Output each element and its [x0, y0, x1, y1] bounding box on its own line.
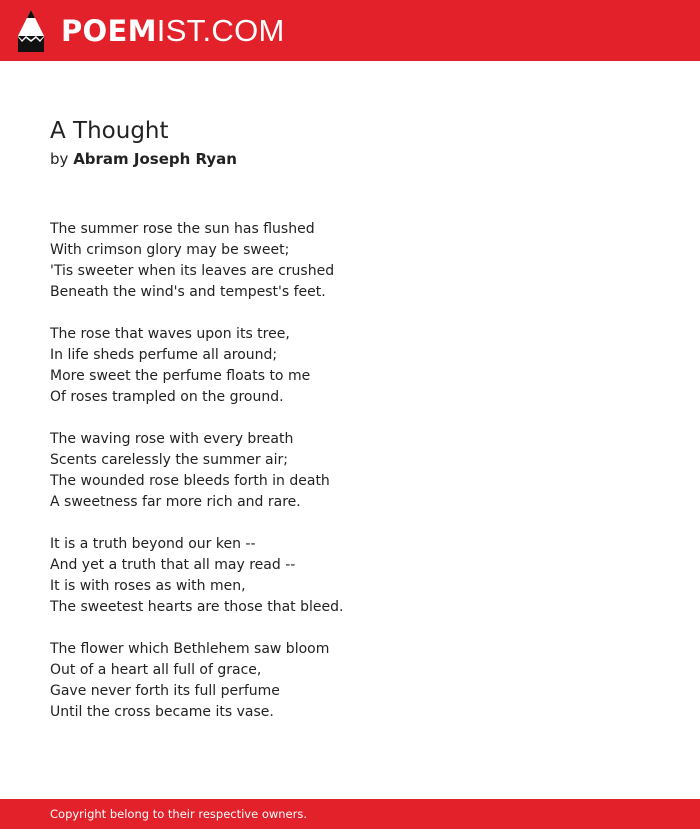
- poem-line: The rose that waves upon its tree,: [50, 326, 290, 342]
- stanza: [50, 639, 650, 723]
- site-logo[interactable]: [61, 11, 285, 51]
- poem-line: It is a truth beyond our ken --: [50, 536, 256, 552]
- poem-body: [50, 219, 650, 744]
- stanza: [50, 429, 650, 513]
- poem-line: Until the cross became its vase.: [50, 704, 274, 720]
- author-name: Abram Joseph Ryan: [73, 150, 237, 168]
- pencil-icon[interactable]: [18, 10, 44, 52]
- poem-line: It is with roses as with men,: [50, 578, 246, 594]
- stanza: [50, 534, 650, 618]
- poem-line: With crimson glory may be sweet;: [50, 242, 290, 258]
- poem-line: In life sheds perfume all around;: [50, 347, 278, 363]
- brand-light: IST.COM: [156, 13, 285, 48]
- poem-line: Out of a heart all full of grace,: [50, 662, 262, 678]
- poem-line: The sweetest hearts are those that bleed.: [50, 599, 344, 615]
- poem-line: The flower which Bethlehem saw bloom: [50, 641, 330, 657]
- byline: [50, 149, 237, 169]
- site-footer: [0, 799, 700, 829]
- brand-bold: POEM: [61, 14, 157, 48]
- poem-line: Of roses trampled on the ground.: [50, 389, 284, 405]
- stanza: [50, 324, 650, 408]
- poem-line: The wounded rose bleeds forth in death: [50, 473, 330, 489]
- stanza: [50, 219, 650, 303]
- poem-line: Gave never forth its full perfume: [50, 683, 280, 699]
- poem-line: And yet a truth that all may read --: [50, 557, 296, 573]
- poem-line: Scents carelessly the summer air;: [50, 452, 288, 468]
- poem-line: Beneath the wind's and tempest's feet.: [50, 284, 326, 300]
- poem-line: The waving rose with every breath: [50, 431, 294, 447]
- site-header: [0, 0, 700, 61]
- poem-line: More sweet the perfume floats to me: [50, 368, 311, 384]
- poem-line: The summer rose the sun has flushed: [50, 221, 315, 237]
- by-label: by: [50, 150, 69, 168]
- poem-title: A Thought: [50, 118, 169, 144]
- poem-line: A sweetness far more rich and rare.: [50, 494, 301, 510]
- poem-line: 'Tis sweeter when its leaves are crushed: [50, 263, 335, 279]
- copyright-notice: Copyright belong to their respective owners.: [50, 807, 308, 821]
